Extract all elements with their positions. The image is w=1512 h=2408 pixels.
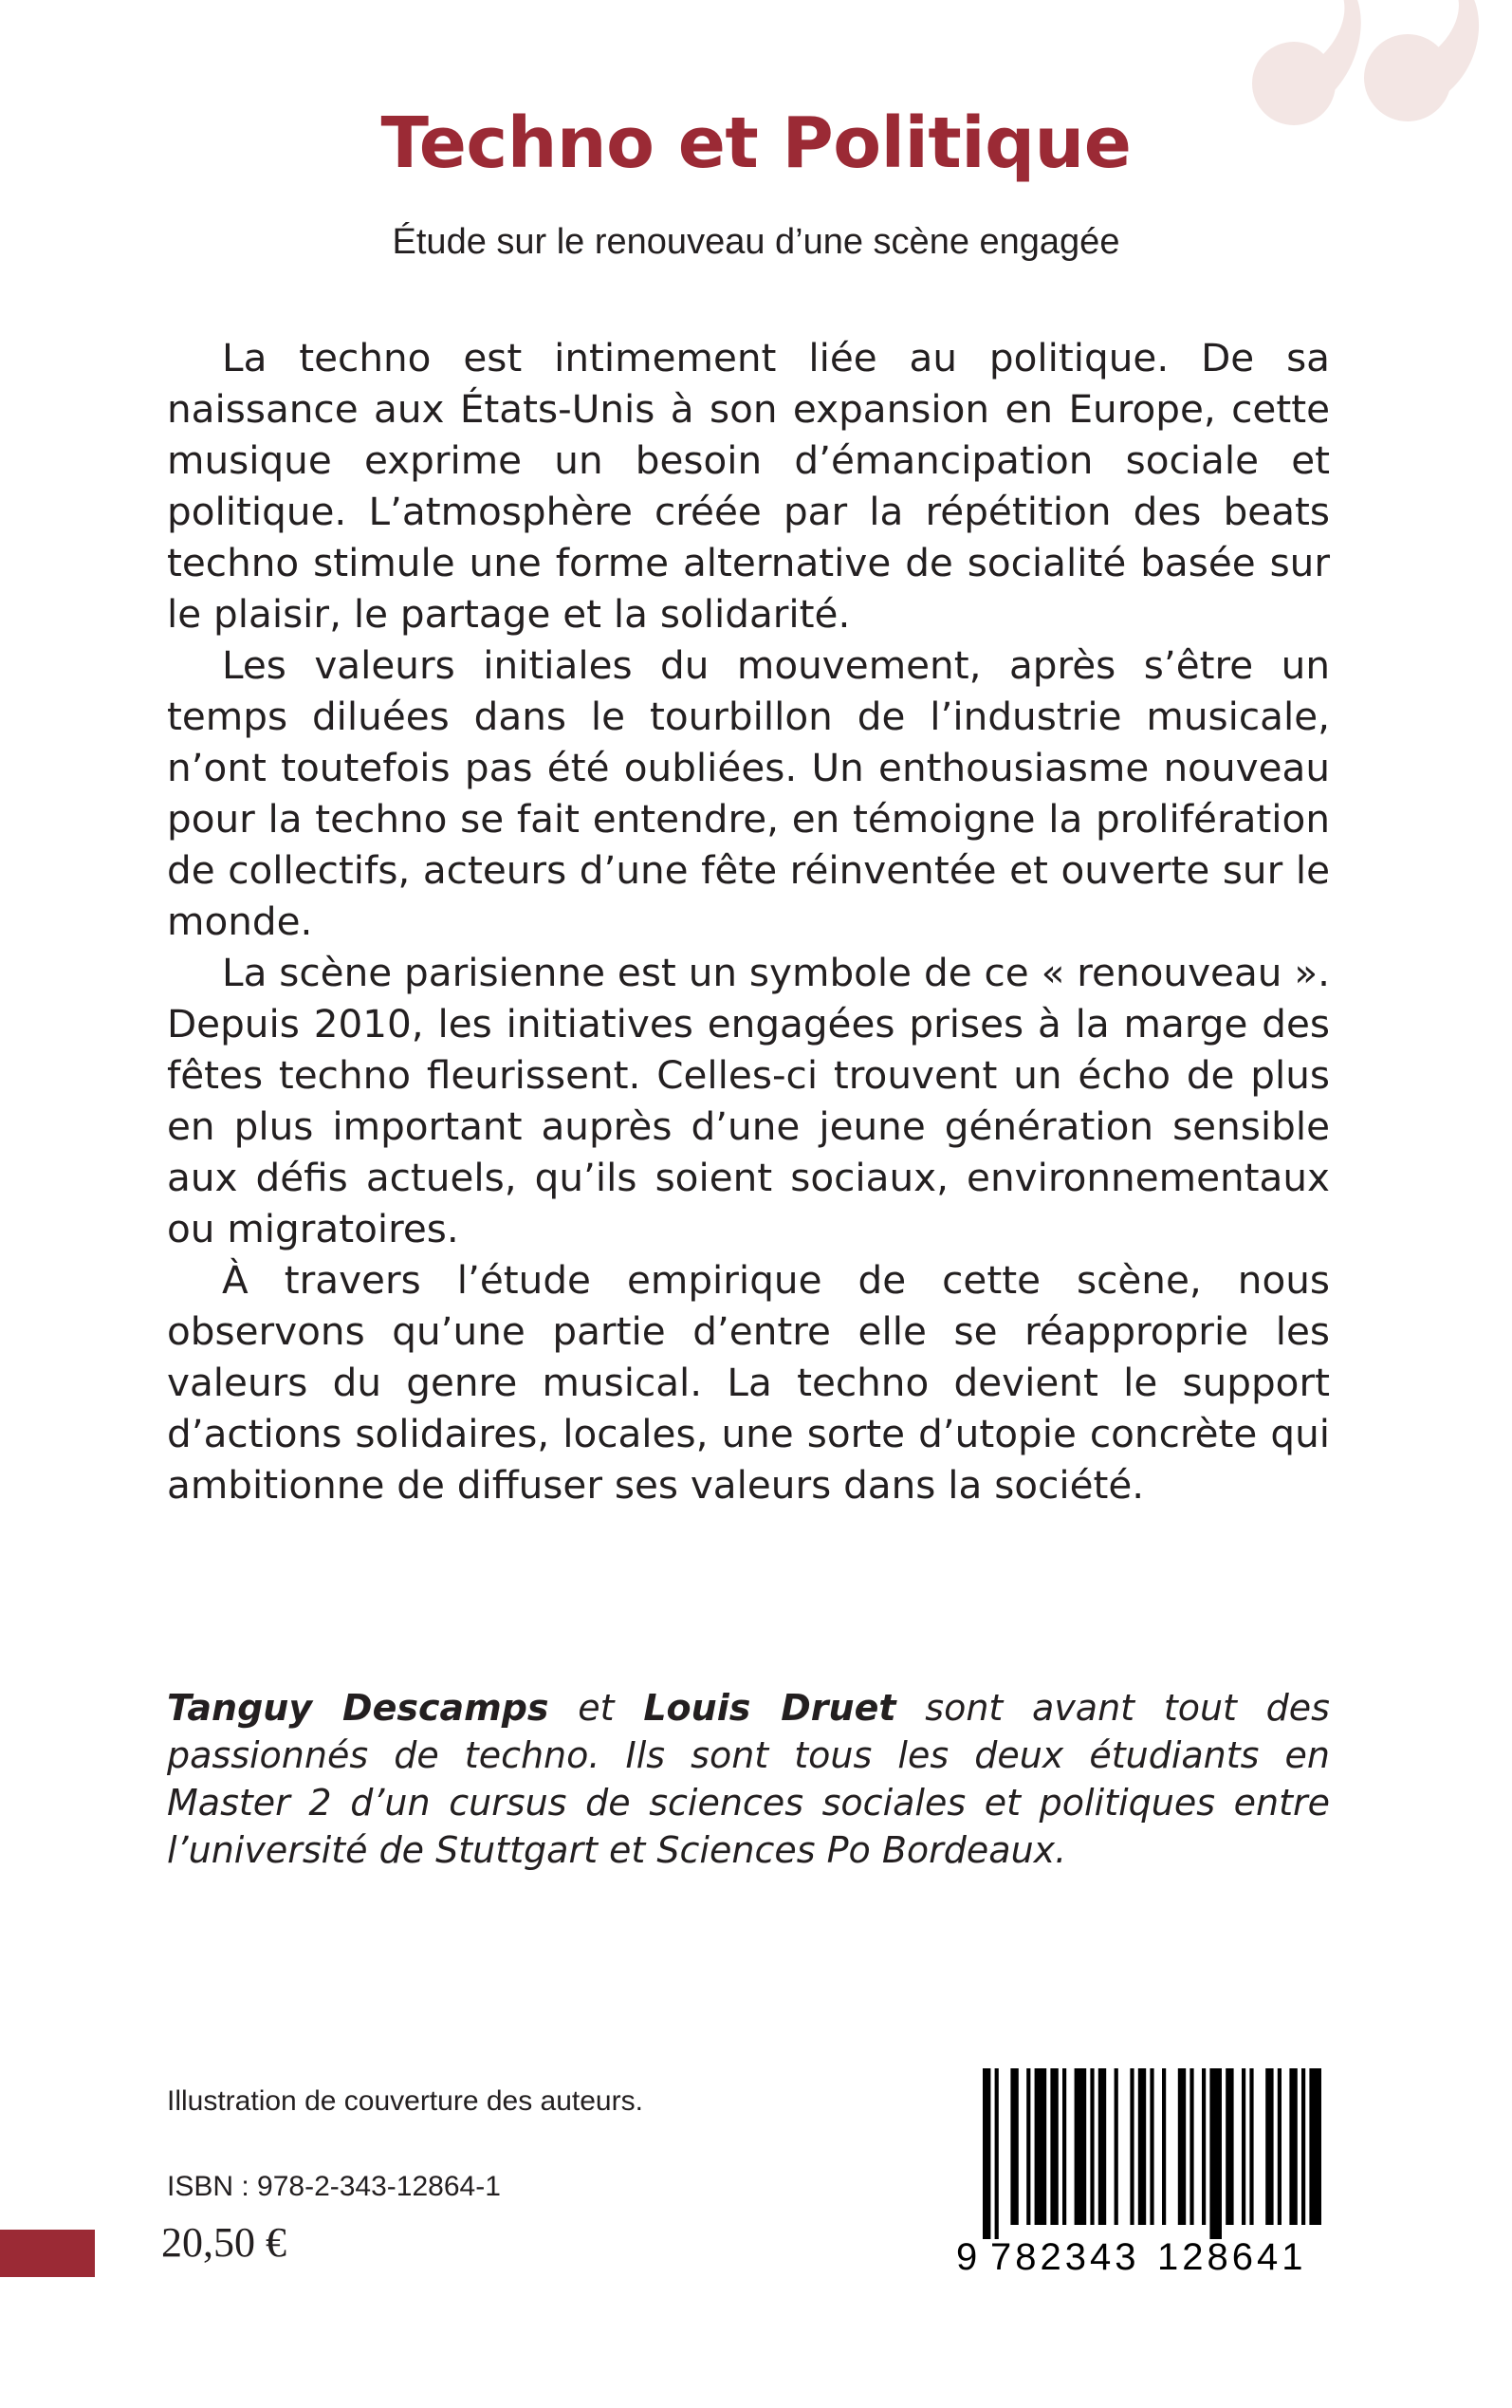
barcode-bar (1249, 2068, 1253, 2225)
barcode-bar (1289, 2068, 1297, 2225)
barcode-bar (1115, 2068, 1118, 2225)
barcode-bar (1162, 2068, 1166, 2225)
barcode-bar (1035, 2068, 1047, 2225)
barcode-first-digit: 9 (956, 2236, 978, 2277)
barcode-bars (983, 2068, 1321, 2239)
barcode-bar (1098, 2068, 1106, 2225)
red-accent-tab (0, 2230, 95, 2277)
barcode-bar (1026, 2068, 1030, 2225)
barcode-bar (1090, 2068, 1094, 2225)
author-bio-text: sont avant tout des passionnés de techno. Ils sont tous les deux étudiants en Master 2 d’un cursus de sciences sociales et politiques entre l’université de Stuttgart et Sciences Po Bordeaux. (167, 1687, 1330, 1871)
barcode-bar (1265, 2068, 1273, 2225)
barcode-right-group: 128641 (1157, 2236, 1307, 2277)
barcode-left-group: 782343 (990, 2236, 1140, 2277)
barcode-bar (1138, 2068, 1146, 2225)
barcode-bar (1242, 2068, 1245, 2225)
barcode-icon (949, 2068, 1328, 2277)
price: 20,50 € (161, 2219, 286, 2266)
isbn-number: ISBN : 978-2-343-12864-1 (167, 2171, 501, 2202)
book-subtitle: Étude sur le renouveau d’une scène engagée (392, 222, 1120, 262)
barcode-bar (995, 2068, 999, 2239)
blurb-paragraph-2: Les valeurs initiales du mouvement, après s’être un temps diluées dans le tourbillon de l’industrie musicale, n’ont toutefois pas été oubliées. Un enthousiasme nouveau pour la techno se fait entendre, en témoigne la prolifération de collectifs, acteurs d’une fête réinventée et ouverte sur le monde. (167, 642, 1330, 944)
illustration-credit: Illustration de couverture des auteurs. (167, 2085, 643, 2117)
author-name-2: Louis Druet (643, 1687, 896, 1729)
author-connector: et (578, 1687, 615, 1729)
barcode-bar (1062, 2068, 1066, 2225)
book-title: Techno et Politique (380, 102, 1132, 184)
barcode-bar (1150, 2068, 1153, 2225)
barcode-bar (1301, 2068, 1305, 2225)
barcode-bar (1202, 2068, 1206, 2225)
blurb-paragraph-1: La techno est intimement liée au politique. De sa naissance aux États-Unis à son expansion en Europe, cette musique exprime un besoin d’émancipation sociale et politique. L’atmosphère créée par la répétition des beats techno stimule une forme alternative de socialité basée sur le plaisir, le partage et la solidarité. (167, 335, 1330, 637)
barcode-bar (1010, 2068, 1018, 2225)
author-name-1: Tanguy Descamps (167, 1687, 549, 1729)
barcode-bar (1189, 2068, 1193, 2225)
barcode-bar (1226, 2068, 1233, 2225)
author-bio (167, 1684, 1330, 1874)
barcode-bar (1309, 2068, 1321, 2225)
barcode-bar (1178, 2068, 1186, 2225)
barcode-bar (1209, 2068, 1222, 2239)
barcode-bar (1130, 2068, 1134, 2225)
blurb-paragraph-3: La scène parisienne est un symbole de ce « renouveau ». Depuis 2010, les initiatives engagées prises à la marge des fêtes techno fleurissent. Celles-ci trouvent un écho de plus en plus important auprès d’une jeune génération sensible aux défis actuels, qu’ils soient sociaux, environnementaux ou migratoires. (167, 950, 1330, 1251)
barcode-bar (1050, 2068, 1058, 2225)
blurb-paragraph-4: À travers l’étude empirique de cette scène, nous observons qu’une partie d’entre elle se réapproprie les valeurs du genre musical. La techno devient le support d’actions solidaires, locales, une sorte d’utopie concrète qui ambitionne de diffuser ses valeurs dans la société. (167, 1257, 1330, 1508)
barcode-bar (1278, 2068, 1282, 2225)
blurb-text (167, 332, 1330, 1510)
barcode-bar (983, 2068, 990, 2239)
barcode-bar (1075, 2068, 1087, 2225)
